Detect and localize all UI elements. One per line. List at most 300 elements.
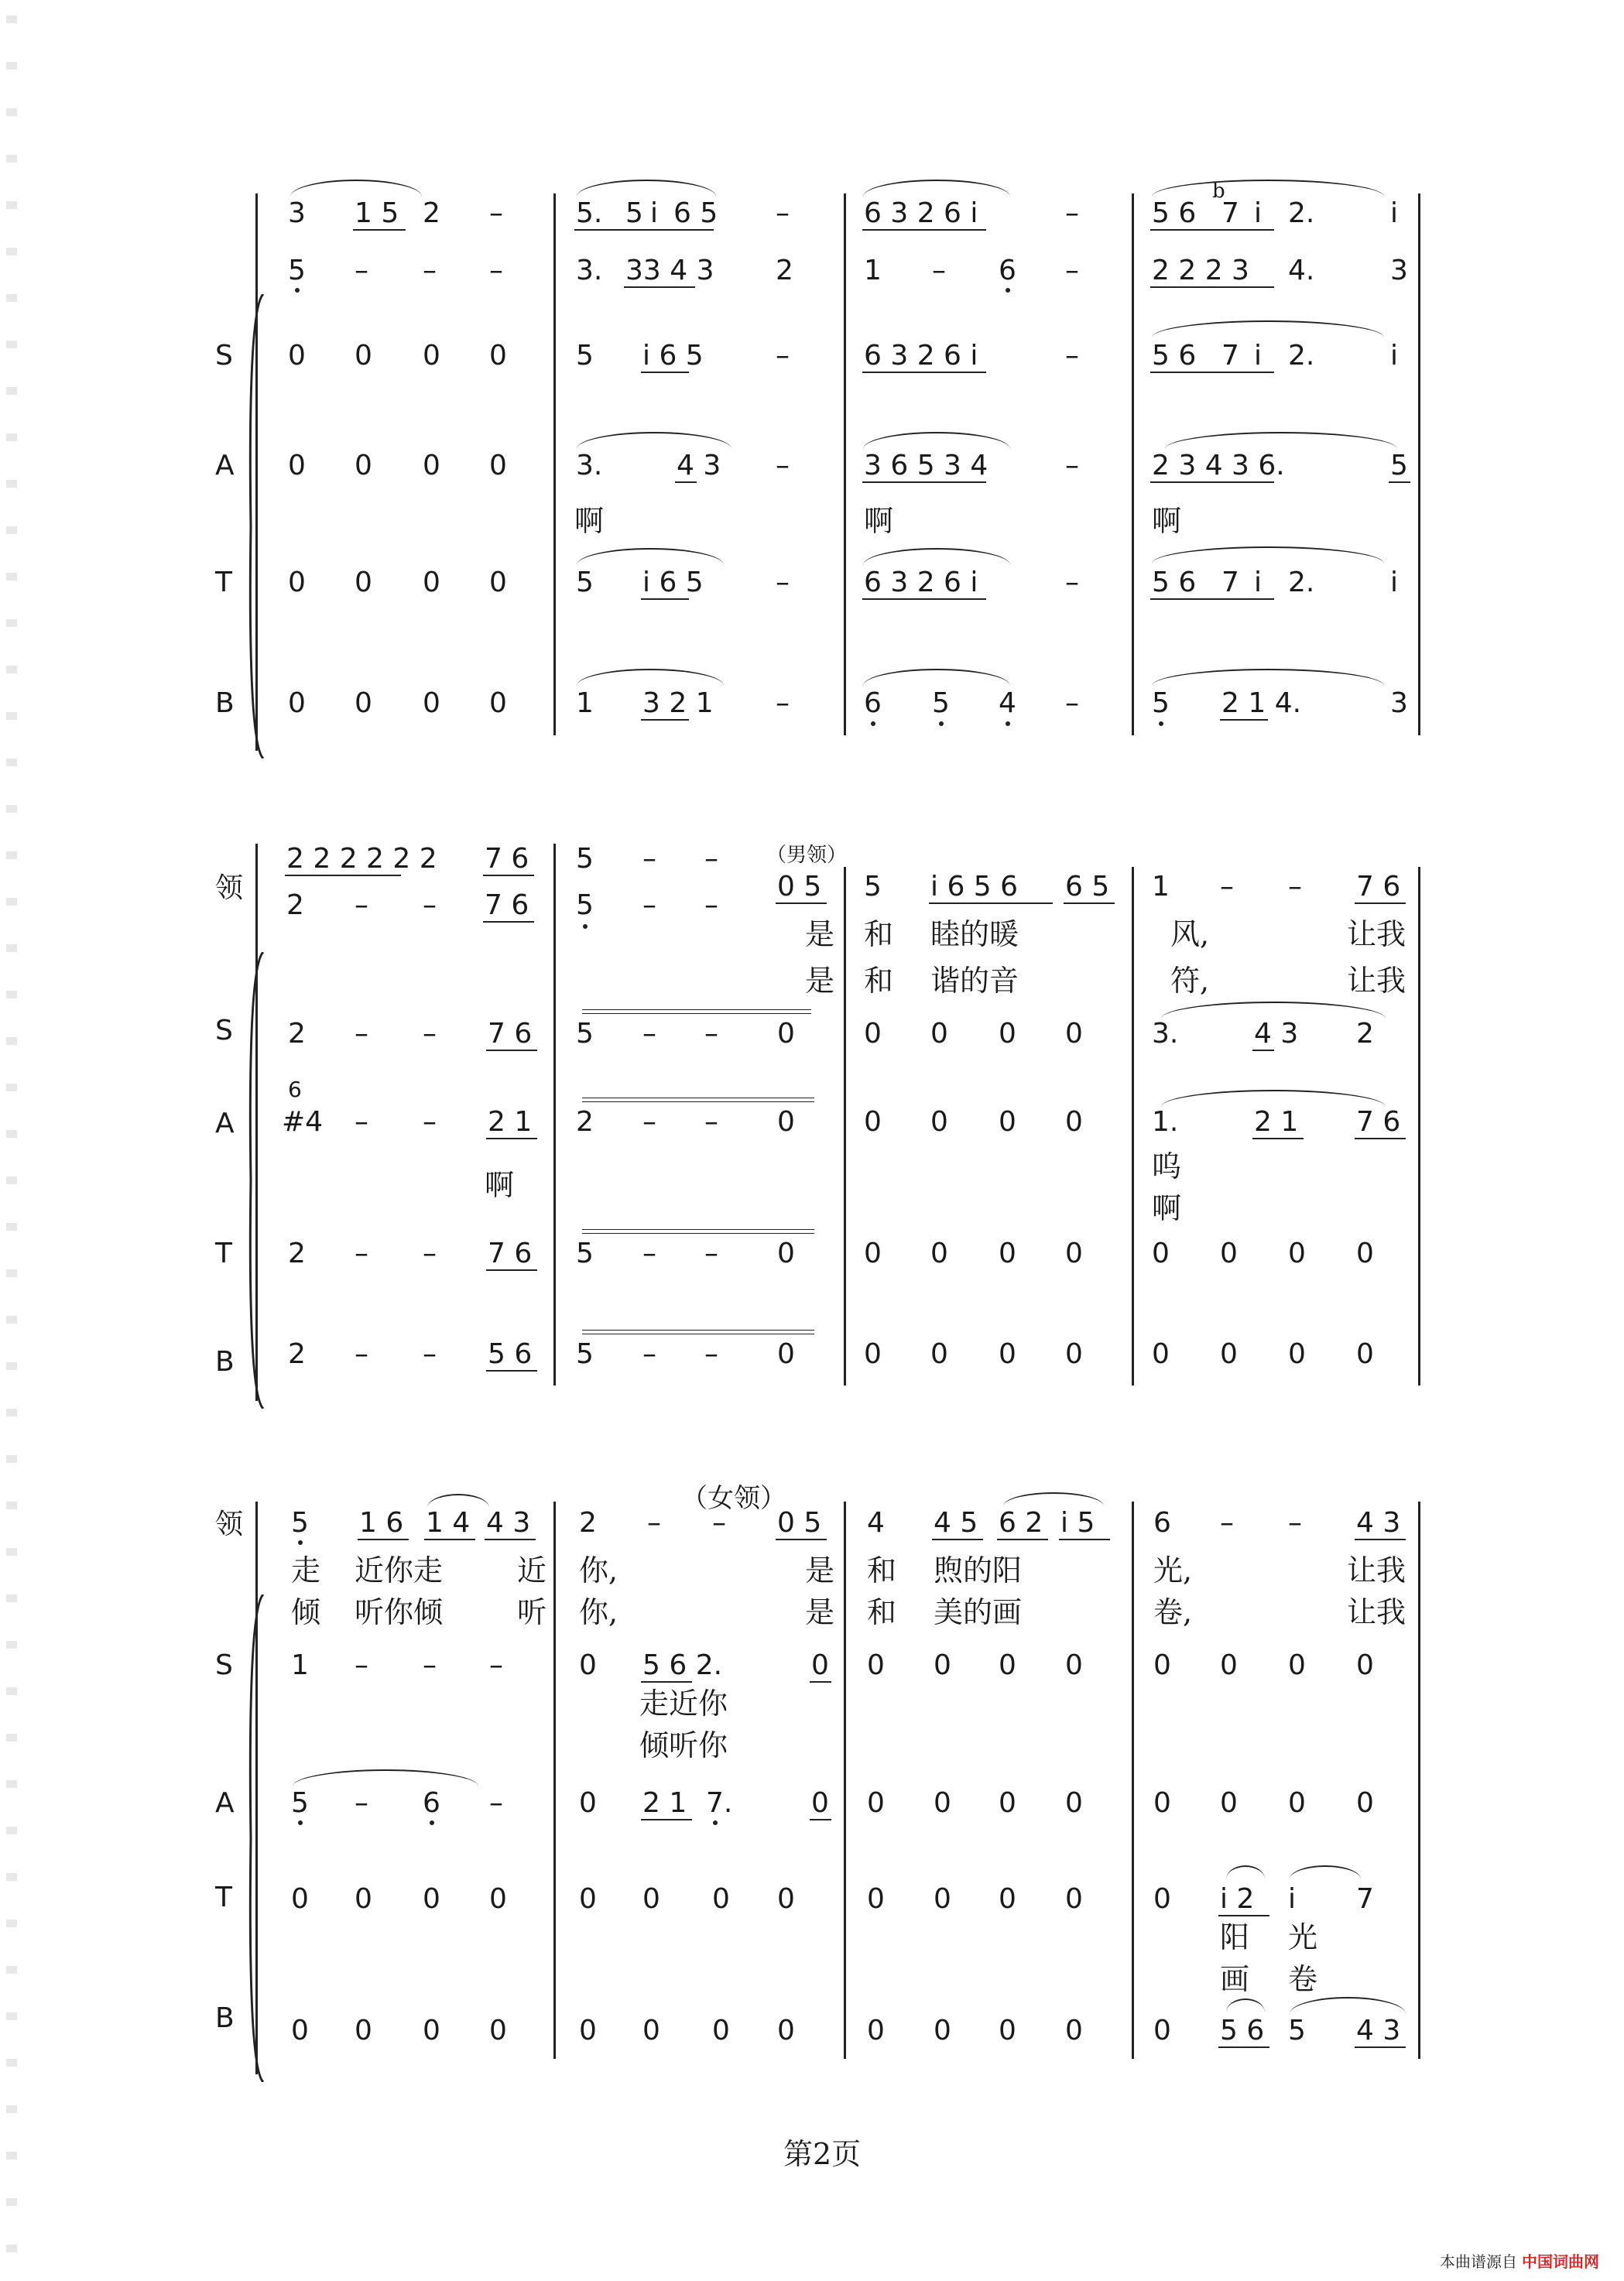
barline [553,844,556,1385]
note: 2 [288,1238,306,1269]
lyric: 倾听你 [639,1728,728,1762]
rest: 0 [864,1338,882,1370]
part-label-alto: A [215,1108,235,1139]
underline [1218,2046,1269,2048]
lyric: 你, [579,1595,618,1629]
part-label-lead: 领 [215,1509,244,1540]
note-group: 6 3 2 6 i [864,340,978,372]
lyric: 走 [291,1553,321,1587]
note: 2 [288,1018,306,1050]
lyric: 谐的音 [930,964,1019,998]
rest: 0 [1220,1338,1238,1370]
slur [863,548,1010,565]
note-group: 0 5 [777,1507,822,1539]
slur [1152,320,1384,337]
underline [1220,719,1268,721]
part-label-tenor: T [215,1238,232,1269]
dash: – [1288,871,1302,902]
rest: 0 [1356,1338,1374,1370]
rest: 0 [712,1883,730,1915]
rest: 0 [999,1018,1016,1050]
lyric: 和 [864,964,894,998]
note: 3. [1152,1018,1179,1050]
lyric: 卷 [1288,1962,1318,1996]
rest: 0 [999,1238,1016,1269]
underline [641,719,689,721]
rest: 0 [1065,1338,1083,1370]
note-group: 7 6 [1356,1106,1401,1138]
dash: – [704,843,718,875]
rest: 0 [288,450,306,481]
rest: 0 [642,2015,660,2046]
rest: 0 [1152,1238,1170,1269]
note-group: i 2 [1220,1883,1255,1915]
dash: – [642,1018,656,1050]
dash: – [776,687,790,719]
note: 2. [1288,567,1315,598]
slur [427,1494,489,1508]
note-group: 2 3 4 3 6. [1152,450,1285,481]
note: 5 [576,1018,594,1050]
part-label-soprano: S [215,1015,233,1046]
underline [1059,1539,1110,1540]
lyric: 是 [805,1553,835,1587]
dash: – [642,1106,656,1138]
rest: 0 [1065,1106,1083,1138]
underline [641,598,689,600]
part-label-lead: 领 [215,872,244,904]
barline [844,194,846,735]
lyric: 走近你 [639,1687,728,1721]
rest: 0 [999,1883,1016,1915]
lyric: 倾 [291,1595,321,1629]
slur [1226,1865,1265,1879]
rest: 0 [423,340,440,372]
chord-upper: 6 [288,1077,302,1102]
octave-dot [939,721,944,726]
rest: 0 [999,1649,1016,1681]
note: 5 6 [1152,197,1197,229]
dash: – [1288,1507,1302,1539]
rest: 0 [1288,1238,1306,1269]
note-group: i 6 5 [642,340,704,372]
dash: – [423,1106,437,1138]
underline [776,1539,827,1540]
dash: – [1220,1507,1234,1539]
lyric: 让我 [1347,917,1406,951]
rest: 0 [355,340,372,372]
rest: 0 [355,567,372,598]
lyric: 近你走 [355,1553,444,1587]
slur [293,1769,478,1786]
note-group: 7 6 [1356,871,1401,902]
rest: 0 [864,1018,882,1050]
lyric: 让我 [1347,1595,1406,1629]
lyric: 符, [1170,964,1210,998]
dash: – [1065,197,1079,229]
rest: 0 [1288,1787,1306,1819]
note: 3. [576,255,603,286]
lyric: 啊 [574,504,605,538]
dash: – [355,255,368,286]
note: 2 [423,197,440,229]
dash: – [776,340,790,372]
underline [353,229,406,231]
note-group: 2 1 [1254,1106,1299,1138]
note: 5 [864,871,882,902]
underline [675,481,697,483]
barline [844,867,846,1385]
note-group: 0 5 [777,871,822,902]
rest: 0 [1153,1649,1171,1681]
rest: 0 [777,1106,795,1138]
rest: 0 [579,1883,597,1915]
rest: 0 [934,1787,951,1819]
rest: 0 [1356,1649,1374,1681]
underline [1150,286,1274,288]
octave-dot [1159,721,1163,726]
lyric: 听你倾 [355,1595,444,1629]
lyric: 你, [579,1553,618,1587]
note: i [1390,197,1399,229]
note-group: 7 6 [488,1238,533,1269]
system-end-barline [1418,1502,1420,2059]
note: 1 [291,1649,309,1681]
note: 5 [291,1507,309,1539]
note: 5 [576,567,594,598]
rest: 0 [1153,2015,1171,2046]
note: 6 [1153,1507,1171,1539]
dash: – [423,1338,437,1370]
note-group: 5 6 [488,1338,533,1370]
rest: 0 [1356,1787,1374,1819]
rest: 0 [999,2015,1016,2046]
rest: 0 [867,2015,885,2046]
underline [1355,902,1406,904]
note-group: 5 6 [1220,2015,1265,2046]
underline [641,372,689,373]
rest: 0 [1288,1338,1306,1370]
lyric: 煦的阳 [934,1553,1023,1587]
underline [810,1681,831,1683]
note-group: 2 1 4. [1221,687,1302,719]
dash: – [423,1018,437,1050]
rest: 0 [642,1883,660,1915]
note: i [1288,1883,1297,1915]
note: 2 [288,1338,306,1370]
note: 5 6 [1152,567,1197,598]
rest: 0 [489,2015,507,2046]
note-group: i 6 5 6 [930,871,1019,902]
rest: 0 [423,1883,440,1915]
rest: 0 [999,1787,1016,1819]
slur [1003,1492,1104,1506]
underline [997,1539,1048,1540]
lyric: 和 [867,1553,897,1587]
dash: – [1065,567,1079,598]
rest: 0 [811,1649,829,1681]
slur [577,669,724,686]
note-group: 4 3 [1254,1018,1299,1050]
dash: – [423,255,437,286]
note: 1 [576,687,594,719]
underline [932,1539,983,1540]
system-end-barline [1418,867,1420,1385]
octave-dot [295,288,300,293]
note-group: 6 3 2 6 i [864,197,978,229]
rest: 0 [777,2015,795,2046]
note-group: 4 5 [934,1507,978,1539]
rest: 0 [291,2015,309,2046]
underline [285,875,401,876]
rest: 0 [1065,1238,1083,1269]
note-group: 3 6 5 3 4 [864,450,988,481]
female-lead-marker: （女领） [681,1483,786,1514]
rest: 0 [934,1649,951,1681]
note: 3 [1390,255,1408,286]
dash: – [647,1507,661,1539]
note: 3 [288,197,306,229]
note: 2 [286,889,304,921]
part-label-alto: A [215,450,235,481]
dash: – [1065,255,1079,286]
note: 5 [576,1238,594,1269]
slur [1152,669,1384,686]
note: 7 [1221,340,1239,372]
choir-brace [246,1594,265,2082]
crescendo-line [582,1013,811,1014]
underline [1150,481,1274,483]
dash: – [423,1238,437,1269]
rest: 0 [489,340,507,372]
lyric: 啊 [864,504,894,538]
underline [862,372,986,373]
left-margin-decoration [6,15,17,2260]
system-end-barline [1418,194,1420,735]
rest: 0 [579,1649,597,1681]
underline [1252,1138,1304,1139]
part-label-tenor: T [215,1882,232,1913]
slur [1226,1998,1265,2012]
note-group: 1 6 [359,1507,404,1539]
note-group: 4 3 [677,450,721,481]
rest: 0 [288,567,306,598]
slur [1290,1865,1361,1879]
underline [1150,229,1274,231]
rest: 0 [288,687,306,719]
dash: – [642,889,656,921]
underline [776,902,827,904]
choir-brace [246,294,265,759]
page-number: 第2页 [783,2137,862,2171]
note: 7 [1221,567,1239,598]
underline [486,1370,537,1372]
note-group: 2 1 [488,1106,533,1138]
note: #4 [282,1106,324,1138]
underline [810,1819,831,1820]
note: 5 [576,340,594,372]
part-label-soprano: S [215,1649,233,1681]
note: i [1254,567,1263,598]
underline [1150,372,1274,373]
note: i [1390,567,1399,598]
underline [574,229,714,231]
underline [483,921,534,923]
note: 5 [576,1338,594,1370]
dash: – [776,450,790,481]
dash: – [355,889,368,921]
underline [641,1681,692,1683]
note: 3 [1390,687,1408,719]
rest: 0 [777,1238,795,1269]
note: 2. [1288,197,1315,229]
dash: – [642,1238,656,1269]
note: 2 [776,255,793,286]
barline [1132,194,1134,735]
rest: 0 [489,687,507,719]
note-group: 4 3 [486,1507,531,1539]
underline [1355,1539,1406,1540]
note: 4 [999,687,1016,719]
underline [862,598,986,600]
note: 5 [1390,450,1408,481]
rest: 0 [934,1883,951,1915]
underline [1064,902,1115,904]
rest: 0 [930,1018,948,1050]
rest: 0 [423,687,440,719]
rest: 0 [867,1649,885,1681]
barline [1132,1502,1134,2059]
rest: 0 [288,340,306,372]
rest: 0 [291,1883,309,1915]
lyric: 和 [867,1595,897,1629]
octave-dot [871,721,875,726]
note: i [1254,197,1263,229]
crescendo-line [582,1233,814,1234]
note: 2 [579,1507,597,1539]
source-site: 中国词曲网 [1522,2252,1599,2271]
lyric: 让我 [1347,964,1406,998]
rest: 0 [1065,1787,1083,1819]
dash: – [1065,340,1079,372]
note-group: 4 3 [1356,2015,1401,2046]
underline [486,1050,537,1051]
slur [290,180,422,197]
dash: – [704,1106,718,1138]
slur [863,180,1010,197]
note-group: 6 2 [999,1507,1043,1539]
rest: 0 [1065,1883,1083,1915]
barline [553,1502,556,2059]
underline [624,286,695,288]
note: 5. [576,197,603,229]
dash: – [489,197,503,229]
rest: 0 [777,1338,795,1370]
underline [1150,598,1274,600]
dash: – [776,197,790,229]
rest: 0 [1220,1787,1238,1819]
rest: 0 [355,1883,372,1915]
dash: – [704,1018,718,1050]
dash: – [489,255,503,286]
note: 5 [291,1787,309,1819]
dash: – [355,1338,368,1370]
dash: – [355,1106,368,1138]
rest: 0 [712,2015,730,2046]
octave-dot [1006,288,1010,293]
rest: 0 [1288,1649,1306,1681]
note: 5 6 [1152,340,1197,372]
underline [1355,1138,1406,1139]
barline [844,1502,846,2059]
lyric: 是 [805,1595,835,1629]
rest: 0 [423,2015,440,2046]
dash: – [423,1649,437,1681]
rest: 0 [1065,1649,1083,1681]
rest: 0 [864,1238,882,1269]
underline [1389,481,1410,483]
slur [1161,1002,1386,1019]
note: 1 [1152,871,1170,902]
dash: – [1065,450,1079,481]
rest: 0 [1220,1238,1238,1269]
underline [1218,1915,1269,1916]
underline [929,902,1053,904]
slur [1161,1090,1386,1107]
note: 5 [932,687,950,719]
note: 4. [1288,255,1315,286]
dash: – [355,1018,368,1050]
dash: – [489,1649,503,1681]
rest: 0 [489,567,507,598]
rest: 0 [999,1106,1016,1138]
dash: – [642,843,656,875]
note: 5 [288,255,306,286]
dash: – [932,255,946,286]
rest: 0 [1220,1649,1238,1681]
note-group: 2 2 2 3 [1152,255,1249,286]
note: 6 [423,1787,440,1819]
lyric: 啊 [485,1168,515,1202]
rest: 0 [423,450,440,481]
octave-dot [713,1820,718,1825]
octave-dot [1006,721,1010,726]
rest: 0 [867,1787,885,1819]
lyric: 光, [1153,1553,1193,1587]
lyric: 让我 [1347,1553,1406,1587]
note-group: 6 3 2 6 i [864,567,978,598]
note: 1 5 [355,197,399,229]
rest: 0 [867,1883,885,1915]
rest: 0 [777,1018,795,1050]
note: 5 [576,889,594,921]
rest: 0 [489,450,507,481]
part-label-bass: B [215,2002,235,2034]
flat-sign: b [1212,180,1225,203]
octave-dot [298,1540,303,1545]
underline [1355,2046,1406,2048]
crescendo-line [582,1009,811,1010]
source-credit: 本曲谱源自 [1440,2252,1517,2271]
lyric: 画 [1220,1962,1250,1996]
note: 5 [1288,2015,1306,2046]
lyric: 光 [1288,1920,1318,1954]
crescendo-line [582,1330,814,1331]
underline [641,1819,692,1820]
note: 2. [1288,340,1315,372]
note-group: 6 5 [1065,871,1110,902]
male-lead-marker: （男领） [766,844,848,867]
